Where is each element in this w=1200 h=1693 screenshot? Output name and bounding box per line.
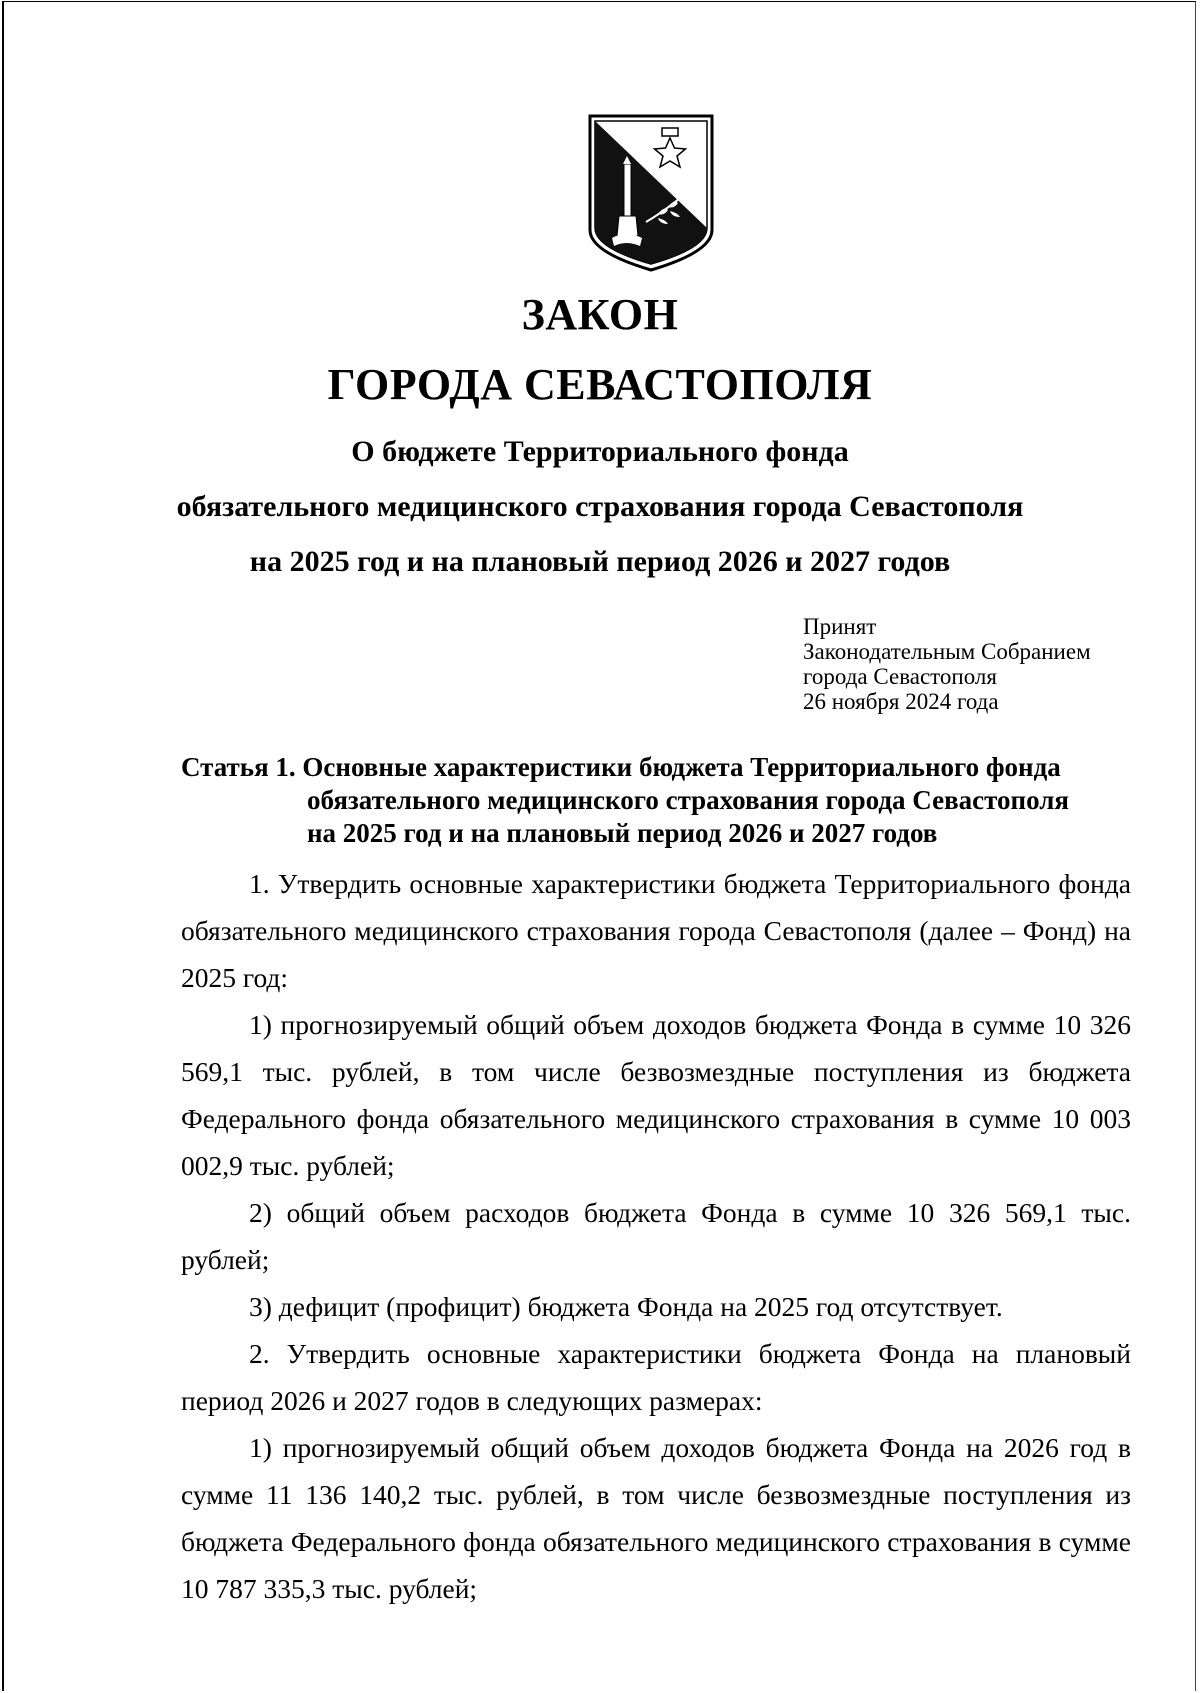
article-heading-line: обязательного медицинского страхования города Севастополя [307,785,1069,815]
paragraph: 1) прогнозируемый общий объем доходов бюджета Фонда на 2026 год в сумме 11 136 140,2 тыс. рублей, в том числе безвозмездные поступления из бюджета Федерального фонда обязательного медицинского страхования в сумме 10 787 335,3 тыс. рублей; [181,1432,1131,1604]
sevastopol-coat-of-arms-icon [586,112,716,272]
adoption-line: Принят [803,614,877,639]
adoption-date: 26 ноября 2024 года [803,689,999,714]
document-issuer: ГОРОДА СЕВАСТОПОЛЯ [327,360,873,409]
adoption-note [803,614,1163,714]
paragraph: 2. Утвердить основные характеристики бюджета Фонда на плановый период 2026 и 2027 годов в следующих размерах: [181,1338,1131,1416]
adoption-line: города Севастополя [803,664,997,689]
paragraph: 3) дефицит (профицит) бюджета Фонда на 2025 год отсутствует. [249,1291,1003,1322]
document-subtitle-line-1: О бюджете Территориального фонда [351,435,849,468]
paragraph: 1. Утвердить основные характеристики бюджета Территориального фонда обязательного медицинского страхования города Севастополя (далее – Фонд) на 2025 год: [181,868,1131,993]
document-subtitle-line-3: на 2025 год и на плановый период 2026 и 2027 годов [249,545,951,578]
paragraph: 1) прогнозируемый общий объем доходов бюджета Фонда в сумме 10 326 569,1 тыс. рублей, в том числе безвозмездные поступления из бюджета Федерального фонда обязательного медицинского страхования в сумме 10 003 002,9 тыс. рублей; [181,1009,1131,1181]
article-1-heading [181,751,1121,850]
document-subtitle-line-2: обязательного медицинского страхования города Севастополя [176,490,1024,523]
article-heading-line: Статья 1. Основные характеристики бюджета Территориального фонда [181,752,1061,782]
document-title: ЗАКОН [521,290,679,339]
article-1-body [181,860,1131,1612]
article-heading-line: на 2025 год и на плановый период 2026 и 2027 годов [307,818,938,848]
paragraph: 2) общий объем расходов бюджета Фонда в сумме 10 326 569,1 тыс. рублей; [181,1197,1131,1275]
adoption-line: Законодательным Собранием [803,639,1091,664]
